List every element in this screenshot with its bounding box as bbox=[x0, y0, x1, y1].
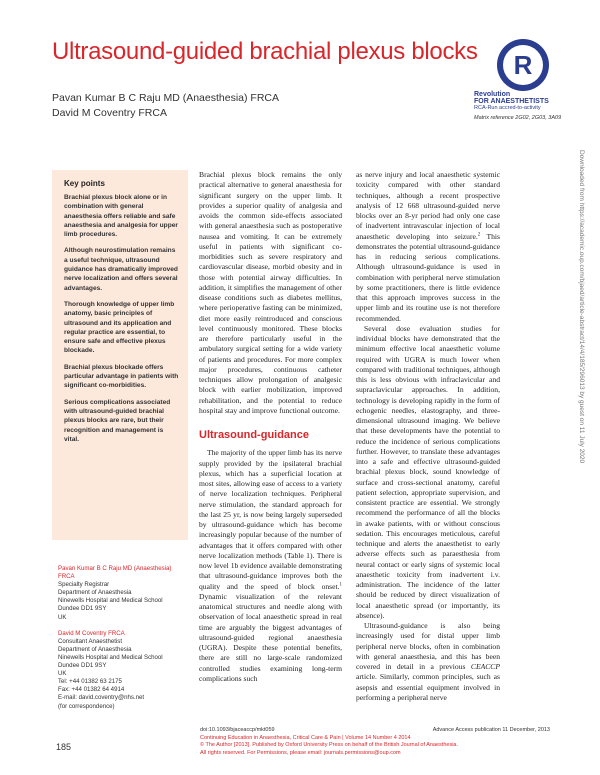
author-affiliations bbox=[58, 565, 188, 711]
author-2: David M Coventry FRCA bbox=[52, 107, 167, 119]
page-footer bbox=[200, 727, 550, 757]
svg-text:R: R bbox=[513, 50, 533, 80]
affiliation-1-name: Pavan Kumar B C Raju MD (Anaesthesia) FRCA bbox=[58, 565, 172, 581]
paragraph-text: The majority of the upper limb has its nerve supply provided by the ipsilateral brachial plexus, which has a superficial location at most sites, allowing ease of access to a variety of nerve localization techniques. Peripheral nerve stimulation, the standard approach for the last 25 yr, is now being largely superseded by ultrasound-guidance which has become increasingly popular because of the number of advantages that it offers compared with other nerve localization methods (Table 1). There is now level 1b evidence available demonstrating that ultrasound-guidance improves both the quality and the speed of block onset. bbox=[199, 448, 342, 591]
key-points-heading: Key points bbox=[64, 179, 105, 188]
affiliation-line: Dundee DD1 9SY bbox=[58, 605, 107, 613]
doi-link[interactable]: doi:10.1093/bjaceaccp/mkt059 bbox=[200, 727, 275, 733]
matrix-reference: Matrix reference 2G02, 2G03, 3A09 bbox=[474, 115, 562, 121]
affiliation-line: Ninewells Hospital and Medical School bbox=[58, 597, 163, 605]
article-title: Ultrasound-guided brachial plexus blocks bbox=[52, 38, 478, 65]
affiliation-line: UK bbox=[58, 670, 67, 678]
affiliation-line: Dundee DD1 9SY bbox=[58, 662, 107, 670]
affiliation-line: Consultant Anaesthetist bbox=[58, 637, 123, 645]
journal-abbrev: CEACCP bbox=[470, 662, 500, 671]
affiliation-line: UK bbox=[58, 613, 67, 621]
watermark-text: Downloaded from https://academic.oup.com/bjaed/article-abstract/14/4/185/296013 by guest on 11 July 2020 bbox=[578, 150, 585, 464]
permissions-line: All rights reserved. For Permissions, please email: journals.permissions@oup.com bbox=[200, 749, 401, 756]
body-column-2 bbox=[356, 170, 500, 703]
key-point: Brachial plexus block alone or in combination with general anaesthesia offers reliable and safe anaesthesia and analgesia for upper limb procedures. bbox=[64, 194, 178, 239]
section-heading: Ultrasound-guidance bbox=[199, 429, 310, 441]
affiliation-line: Tel: +44 01382 63 2175 bbox=[58, 678, 122, 686]
logo-line2: RCA-Run accred-to-activity bbox=[474, 105, 541, 111]
key-point: Thorough knowledge of upper limb anatomy, basic principles of ultrasound and its application and regular practice are essential, to ensure safe and effective plexus blockade. bbox=[64, 300, 175, 355]
key-point: Brachial plexus blockade offers particular advantage in patients with significant co-morbidities. bbox=[64, 363, 179, 390]
download-watermark bbox=[577, 150, 587, 570]
paragraph-text: Dynamic visualization of the relevant anatomical structures and needle along with observation of local anaesthetic spread in real time are arguably the biggest advantages of ultrasound-guided regional anaesthesia (UGRA). Despite these potential benefits, there are still no large-scale randomized controlled studies examining long-term complications such bbox=[199, 591, 342, 683]
paragraph-text: This demonstrates the potential ultrasound-guidance has in reducing serious complications. Although ultrasound-guidance is used in combination with peripheral nerve stimulation by some practitioners, there is little evidence that this approach improves success in the upper limb and its routine use is not therefore recommended. bbox=[356, 231, 500, 323]
affiliation-line: Fax: +44 01382 64 4914 bbox=[58, 686, 125, 694]
body-paragraph bbox=[199, 448, 342, 684]
body-paragraph bbox=[356, 621, 500, 703]
revolution-logo-icon bbox=[496, 38, 550, 92]
paragraph-text: article. Similarly, common principles, such as asepsis and essential equipment involved in performing a peripheral nerve bbox=[356, 672, 500, 702]
body-paragraph: Brachial plexus block remains the only practical alternative to general anaesthesia for significant surgery on the upper limb. It provides a superior quality of analgesia and avoids the common side-effects associated with general anaesthesia such as postoperative nausea and vomiting. It can be extremely useful in patients with significant co-morbidities such as severe respiratory and cardiovascular disease, morbid obesity and in those with potential airway difficulties. In addition, it simplifies the management of other disease conditions such as diabetes mellitus, where perioperative fasting can be minimized, diet more easily reintroduced and conscious level continuously monitored. These blocks are therefore particularly useful in the ambulatory surgical setting for a wide variety of patients and procedures. For more complex major procedures, continuous catheter techniques allow prolongation of analgesic block with earlier mobilization, improved rehabilitation, and the potential to reduce hospital stay and improve functional outcome. bbox=[199, 170, 342, 415]
paragraph-text: as nerve injury and local anaesthetic systemic toxicity compared with other standard techniques, although a recent prospective analysis of 12 668 ultrasound-guided nerve blocks over an 8-yr period had only one case of inadvertent intravascular injection of local anaesthetic developing into seizure. bbox=[356, 170, 500, 241]
affiliation-line: Ninewells Hospital and Medical School bbox=[58, 653, 163, 661]
copyright-line: © The Author [2013]. Published by Oxford University Press on behalf of the British Journal of Anaesthesia. bbox=[200, 742, 459, 748]
publication-date: Advance Access publication 11 December, 2013 bbox=[432, 727, 550, 733]
citation-ref[interactable]: 1 bbox=[339, 581, 342, 587]
citation-ref[interactable]: 2 bbox=[477, 231, 481, 237]
affiliation-2-name: David M Coventry FRCA bbox=[58, 629, 125, 637]
journal-line: Continuing Education in Anaesthesia, Critical Care & Pain | Volume 14 Number 4 2014 bbox=[200, 734, 411, 741]
author-1: Pavan Kumar B C Raju MD (Anaesthesia) FRCA bbox=[52, 92, 279, 104]
key-points-panel bbox=[52, 170, 188, 540]
logo-line1: FOR ANAESTHETISTS bbox=[474, 98, 549, 105]
body-column-1 bbox=[199, 170, 342, 684]
affiliation-line: Specialty Registrar bbox=[58, 581, 110, 589]
affiliation-line: (for correspondence) bbox=[58, 702, 115, 710]
body-paragraph bbox=[356, 170, 500, 324]
page-number: 185 bbox=[56, 742, 72, 752]
body-paragraph: Several dose evaluation studies for individual blocks have demonstrated that the minimum effective local anaesthetic volume required with UGRA is much lower when compared with traditional techniques, although this is less obvious with infraclavicular and supraclavicular approaches. In addition, technology is developing rapidly in the form of echogenic needles, elastography, and three-dimensional ultrasound imaging. We believe that these developments have the potential to reduce the incidence of serious complications further. However, to translate these advantages into a safe and effective ultrasound-guided brachial plexus block, sound knowledge of surface and cross-sectional anatomy, careful patient selection, appropriate supervision, and consistent practice are essential. We strongly recommend the performance of all the blocks in awake patients, with or without conscious sedation. This encourages meticulous, careful technique and alerts the anaesthetist to early adverse effects such as paraesthesia from neural contact or early signs of systemic local anaesthetic toxicity from inadvertent i.v. administration. The incidence of the latter should be reduced by direct visualization of local anaesthetic spread (or importantly, its absence). bbox=[356, 323, 500, 620]
logo-caption bbox=[474, 91, 584, 112]
logo-brand: Revolution bbox=[474, 91, 511, 98]
paragraph-text: Ultrasound-guidance is also being increasingly used for distal upper limb peripheral nerve blocks, often in combination with general anaesthesia, and this has been covered in detail in a previous bbox=[356, 621, 500, 671]
email-link[interactable]: E-mail: david.coventry@nhs.net bbox=[58, 694, 145, 702]
key-point: Although neurostimulation remains a useful technique, ultrasound guidance has dramatically improved nerve localization and offers several advantages. bbox=[64, 247, 178, 292]
key-point: Serious complications associated with ultrasound-guided brachial plexus blocks are rare, but their recognition and management is vital. bbox=[64, 398, 171, 443]
affiliation-line: Department of Anaesthesia bbox=[58, 645, 132, 653]
affiliation-line: Department of Anaesthesia bbox=[58, 589, 132, 597]
